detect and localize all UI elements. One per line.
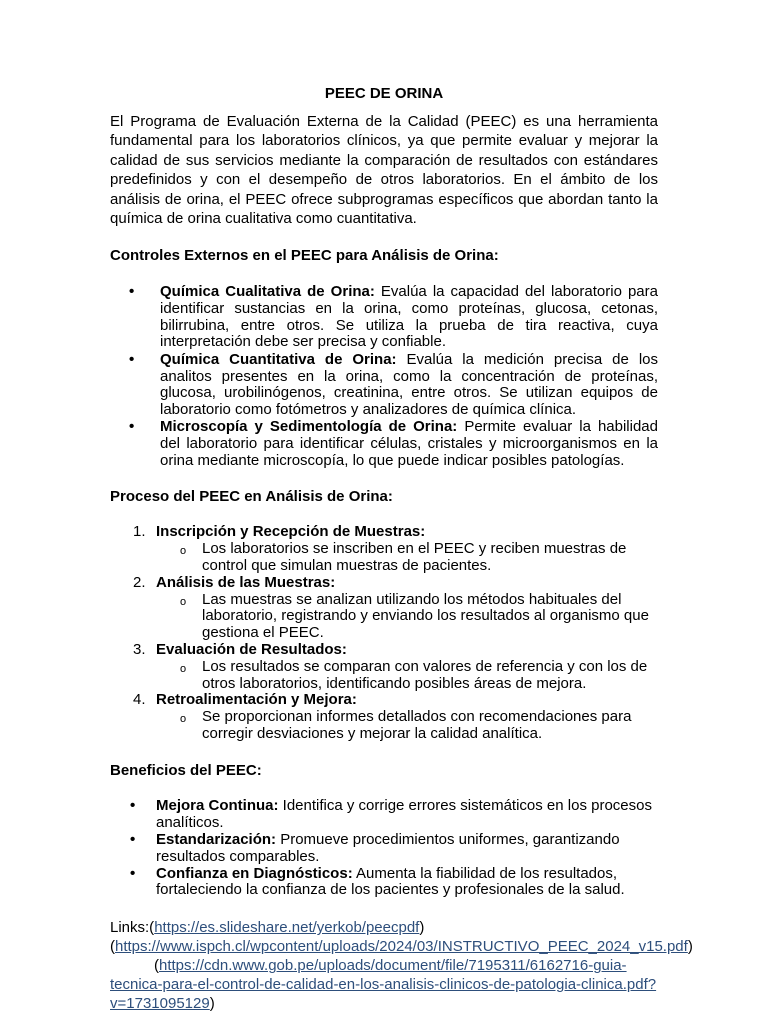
step-title: Análisis de las Muestras: bbox=[156, 573, 336, 591]
step-title: Inscripción y Recepción de Muestras: bbox=[156, 523, 426, 541]
process-step bbox=[110, 575, 658, 642]
links-paragraph: Links:(https://es.slideshare.net/yerkob/peecpdf) (https://www.ispch.cl/wpcontent/uploads/2024/03/INSTRUCTIVO_PEEC_2024_v15.pdf)(https://cdn.www.gob.pe/uploads/document/file/7195311/6162716-guia-tecnica-para-el-control-de-calidad-en-los-analisis-clinicos-de-patologia-clinica.pdf?v=1731095129) bbox=[110, 919, 693, 1013]
list-item bbox=[110, 798, 658, 832]
step-detail-text: Los laboratorios se inscriben en el PEEC y reciben muestras de control que simulan muestras de pacientes. bbox=[202, 540, 627, 574]
bullet-icon: • bbox=[130, 797, 136, 815]
intro-paragraph: El Programa de Evaluación Externa de la Calidad (PEEC) es una herramienta fundamental para los laboratorios clínicos, ya que permite evaluar y mejorar la calidad de sus servicios mediante la comparación de resultados con estándares predefinidos y con el desempeño de otros laboratorios. En el ámbito de los análisis de orina, el PEEC ofrece subprogramas específicos que abordan tanto la química de orina cualitativa como cuantitativa. bbox=[110, 113, 658, 228]
section-heading-process: Proceso del PEEC en Análisis de Orina: bbox=[110, 487, 393, 505]
bullet-icon: • bbox=[129, 350, 135, 368]
item-term: Estandarización: bbox=[156, 830, 277, 848]
step-number: 3. bbox=[133, 640, 146, 658]
bullet-icon: • bbox=[129, 283, 135, 301]
item-term: Microscopía y Sedimentología de Orina: bbox=[160, 418, 458, 436]
section-heading-benefits: Beneficios del PEEC: bbox=[110, 761, 262, 779]
document-body bbox=[110, 85, 693, 1013]
controls-list bbox=[110, 284, 658, 470]
item-term: Química Cualitativa de Orina: bbox=[160, 283, 375, 301]
circle-bullet-icon: o bbox=[180, 662, 187, 675]
benefits-list bbox=[110, 798, 658, 899]
item-text: Permite evaluar la habilidad del laboratorio para identificar células, cristales y microorganismos en la orina mediante microscopía, lo que puede indicar posibles patologías. bbox=[160, 418, 658, 469]
bullet-icon: • bbox=[130, 864, 136, 882]
circle-bullet-icon: o bbox=[180, 713, 187, 726]
list-item bbox=[110, 284, 658, 351]
step-number: 1. bbox=[133, 523, 146, 541]
item-term: Química Cuantitativa de Orina: bbox=[160, 350, 397, 368]
process-step bbox=[110, 524, 658, 574]
step-detail bbox=[156, 592, 658, 642]
step-title: Retroalimentación y Mejora: bbox=[156, 691, 357, 709]
list-item bbox=[110, 832, 658, 866]
item-text: Promueve procedimientos uniformes, garantizando resultados comparables. bbox=[156, 830, 620, 865]
link-gob-pe[interactable]: https://cdn.www.gob.pe/uploads/document/file/7195311/6162716-guia-tecnica-para-el-control-de-calidad-en-los-analisis-clinicos-de-patologia-clinica.pdf?v=1731095129 bbox=[110, 957, 657, 1013]
circle-bullet-icon: o bbox=[180, 595, 187, 608]
item-term: Confianza en Diagnósticos: bbox=[156, 864, 353, 882]
process-step bbox=[110, 692, 658, 742]
link-slideshare[interactable]: https://es.slideshare.net/yerkob/peecpdf bbox=[154, 919, 420, 937]
process-step bbox=[110, 642, 658, 692]
step-number: 4. bbox=[133, 691, 146, 709]
step-detail bbox=[156, 541, 658, 575]
item-text: Evalúa la medición precisa de los analitos presentes en la orina, como la concentración de proteínas, glucosa, urobilinógenos, creatinina, entre otros. Se utilizan equipos de laboratorio como fotómetros y analizadores de química clínica. bbox=[160, 350, 658, 419]
list-item bbox=[110, 419, 658, 469]
step-detail bbox=[156, 709, 658, 743]
step-detail-text: Los resultados se comparan con valores de referencia y con los de otros laboratorios, identificando posibles áreas de mejora. bbox=[202, 657, 648, 692]
link-ispch[interactable]: https://www.ispch.cl/wpcontent/uploads/2024/03/INSTRUCTIVO_PEEC_2024_v15.pdf bbox=[115, 938, 688, 956]
circle-bullet-icon: o bbox=[180, 545, 187, 558]
step-detail-text: Las muestras se analizan utilizando los métodos habituales del laboratorio, registrando y enviando los resultados al organismo que gestiona el PEEC. bbox=[202, 590, 649, 642]
item-term: Mejora Continua: bbox=[156, 797, 279, 815]
item-text: Identifica y corrige errores sistemáticos en los procesos analíticos. bbox=[156, 797, 652, 832]
step-title: Evaluación de Resultados: bbox=[156, 640, 347, 658]
list-item bbox=[110, 866, 658, 900]
process-steps-list bbox=[110, 524, 658, 742]
item-text: Evalúa la capacidad del laboratorio para identificar sustancias en la orina, como proteínas, glucosa, cetonas, bilirrubina, entre otros. Se utiliza la prueba de tira reactiva, cuya interpretación debe ser precisa y confiable. bbox=[160, 283, 658, 351]
step-detail-text: Se proporcionan informes detallados con recomendaciones para corregir desviaciones y mejorar la calidad analítica. bbox=[202, 708, 632, 742]
list-item bbox=[110, 352, 658, 419]
document-title: PEEC DE ORINA bbox=[324, 85, 444, 102]
bullet-icon: • bbox=[130, 830, 136, 848]
links-prefix: Links:( bbox=[110, 919, 155, 937]
section-heading-controls: Controles Externos en el PEEC para Análisis de Orina: bbox=[110, 247, 499, 265]
bullet-icon: • bbox=[129, 418, 135, 436]
item-text: Aumenta la fiabilidad de los resultados, fortaleciendo la confianza de los pacientes y profesionales de la salud. bbox=[156, 864, 625, 899]
step-detail bbox=[156, 659, 658, 693]
step-number: 2. bbox=[133, 573, 146, 591]
